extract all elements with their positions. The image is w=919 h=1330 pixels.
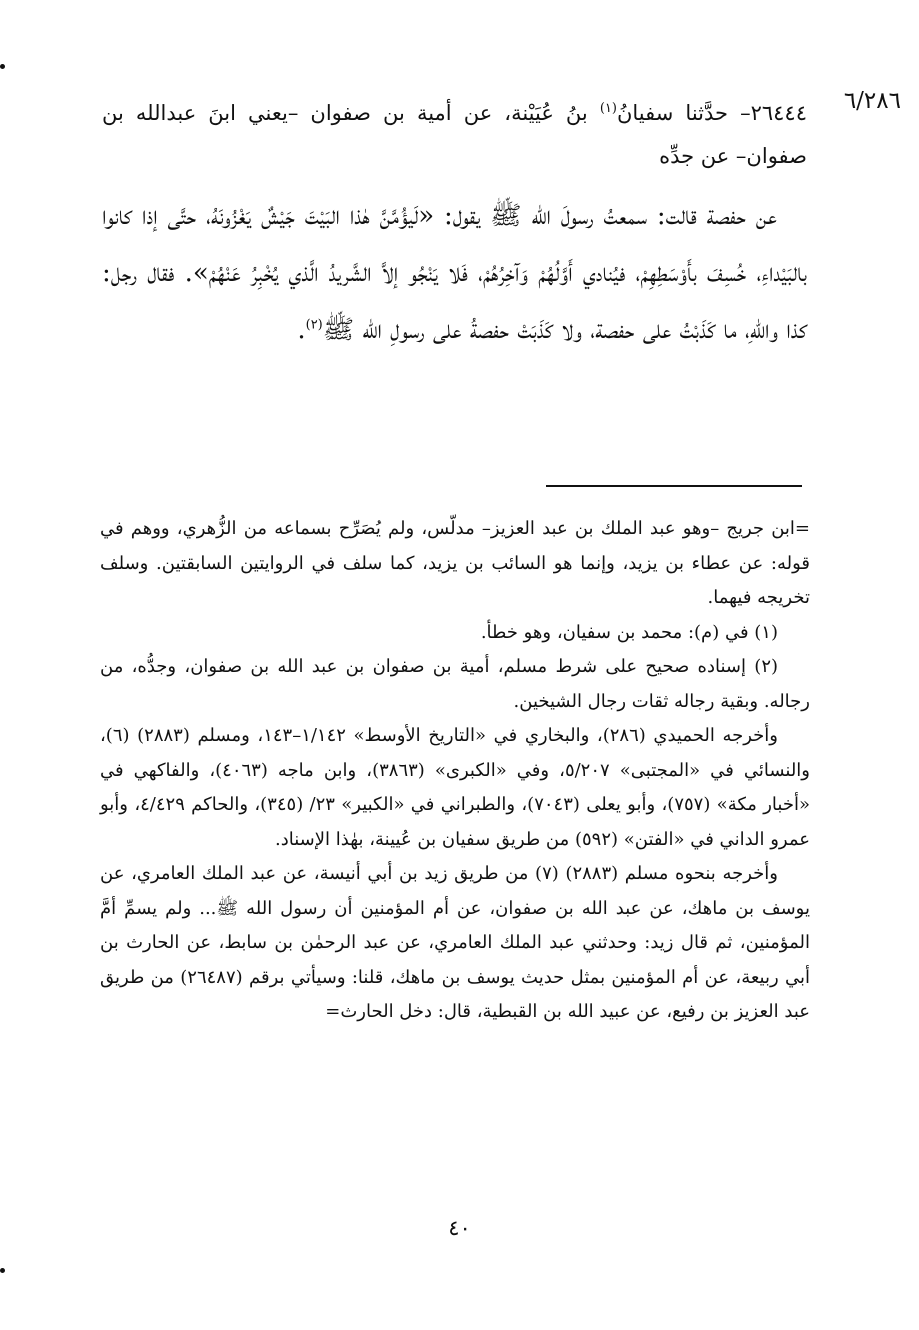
scan-speck (0, 64, 5, 69)
page-number: ٤٠ (448, 1216, 471, 1240)
margin-reference: ٦/٢٨٦ (843, 88, 901, 114)
footnote-continuation: =ابن جريج –وهو عبد الملك بن عبد العزيز– مدلّس، ولم يُصَرِّح بسماعه من الزُّهري، ووهم في قوله: عن عطاء بن يزيد، وإنما هو السائب بن يزيد، كما سلف في الروايتين السابقتين. وسلف تخريجه فيهما. (100, 518, 810, 608)
footnote-1: (١) في (م): محمد بن سفيان، وهو خطأ. (480, 621, 778, 643)
footnotes (100, 512, 810, 1030)
footnote-2: (٢) إسناده صحيح على شرط مسلم، أمية بن صفوان بن عبد الله بن صفوان، وجدُّه، من رجاله. وبقية رجاله ثقات رجال الشيخين. (100, 656, 810, 712)
hadith-body (102, 188, 807, 359)
scan-speck (0, 1268, 5, 1273)
footnote-ref-2[interactable]: (٢) (305, 317, 323, 333)
hadith-body-end: . (297, 315, 306, 345)
footnote-divider (546, 485, 802, 487)
footnote-2-variant: وأخرجه بنحوه مسلم (٢٨٨٣) (٧) من طريق زيد بن أبي أنيسة، عن عبد الملك العامري، عن يوسف بن ماهك، عن عبد الله بن صفوان، عن أم المؤمنين أن رسول الله ﷺ... ولم يسمِّ أمَّ المؤمنين، ثم قال زيد: وحدثني عبد الملك العامري، عن عبد الرحمٰن بن سابط، عن الحارث بن أبي ربيعة، عن أم المؤمنين بمثل حديث يوسف بن ماهك، قلنا: وسيأتي برقم (٢٦٤٨٧) من طريق عبد العزيز بن رفيع، عن عبيد الله بن القبطية، قال: دخل الحارث= (100, 863, 810, 1022)
hadith-header-start: ٢٦٤٤٤– حدَّثنا سفيانُ (616, 101, 807, 125)
hadith-header (102, 92, 807, 178)
footnote-ref-1[interactable]: (١) (599, 101, 617, 116)
hadith-text (102, 92, 807, 359)
hadith-body-text: عن حفصة قالت: سمعتُ رسولَ الله ﷺ يقول: «لَيؤُمَّنَّ هٰذا البَيْتَ جَيْشٌ يَغْزُونَهُ، حتَّى إذا كانوا بالبَيْداءِ، خُسِفَ بأَوْسَطِهِمْ، فيُنادي أَوَّلُهُمْ وَآخِرُهُمْ، فَلا يَنْجُو إلاَّ الشَّريدُ الَّذي يُخْبِرُ عَنْهُمْ». فقال رجل: كذا واللهِ، ما كَذَبْتُ على حفصة، ولا كَذَبَتْ حفصةُ على رسولِ الله ﷺ (102, 201, 807, 345)
footnote-2-takhrij: وأخرجه الحميدي (٢٨٦)، والبخاري في «التاريخ الأوسط» ١/١٤٢–١٤٣، ومسلم (٢٨٨٣) (٦)، والنسائي في «المجتبى» ٥/٢٠٧، وفي «الكبرى» (٣٨٦٣)، وابن ماجه (٤٠٦٣)، والفاكهي في «أخبار مكة» (٧٥٧)، وأبو يعلى (٧٠٤٣)، والطبراني في «الكبير» ٢٣/ (٣٤٥)، والحاكم ٤/٤٢٩، وأبو عمرو الداني في «الفتن» (٥٩٢) من طريق سفيان بن عُيينة، بهٰذا الإسناد. (100, 725, 810, 850)
hadith-header-end: بنُ عُيَيْنة، عن أمية بن صفوان –يعني ابنَ عبدالله بن صفوان– عن جدِّه (102, 101, 807, 168)
